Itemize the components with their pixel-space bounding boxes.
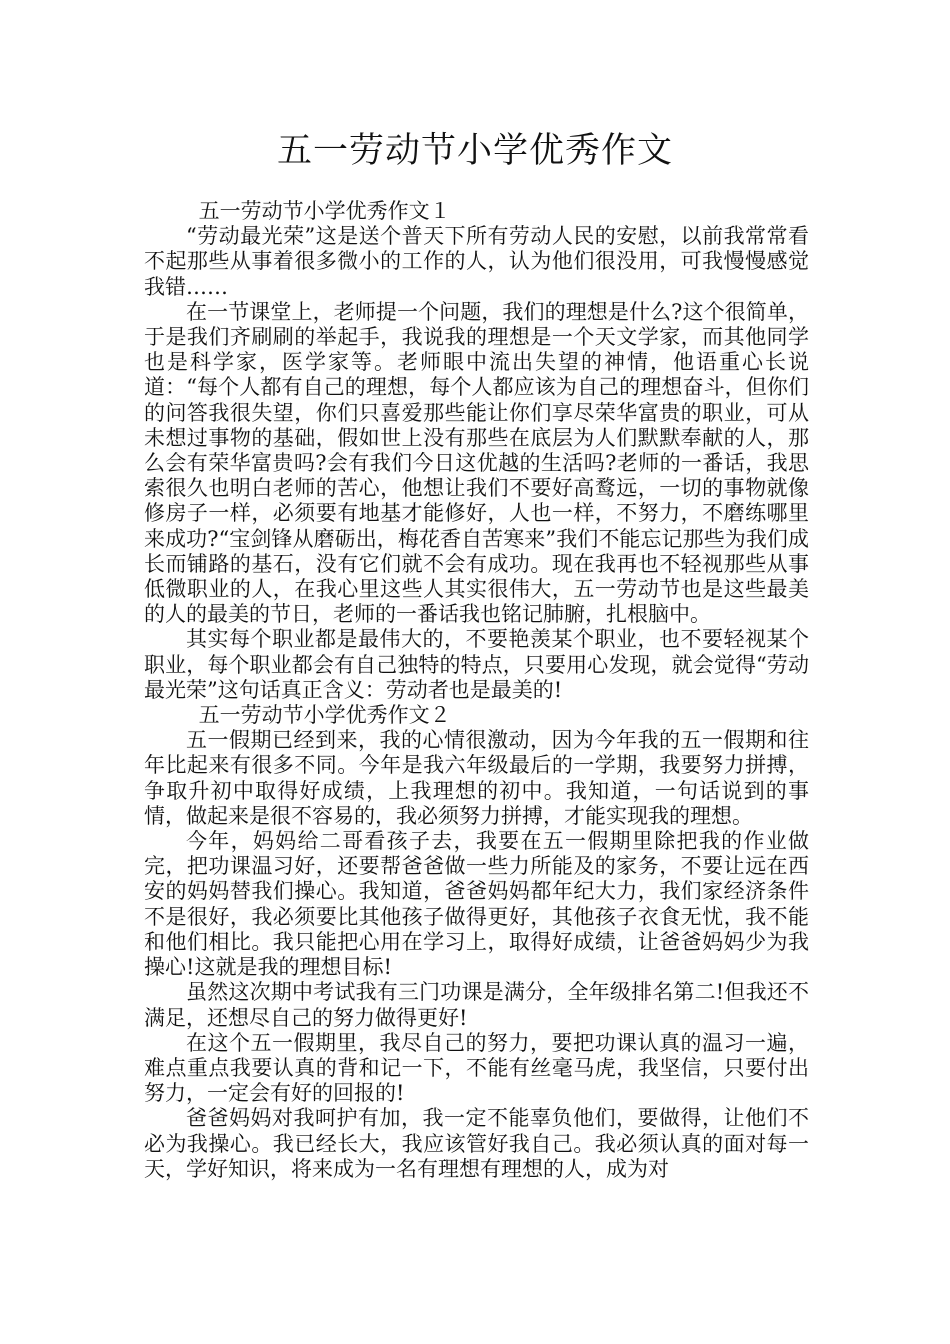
essay-1-paragraph-2: 在一节课堂上，老师提一个问题，我们的理想是什么?这个很简单，于是我们齐刷刷的举起手，我说我的理想是一个天文学家，而其他同学也是科学家，医学家等。老师眼中流出失望的神情，他语重心长说道：“每个人都有自己的理想，每个人都应该为自己的理想奋斗，但你们的问答我很失望，你们只喜爱那些能让你们享尽荣华富贵的职业，可从未想过事物的基础，假如世上没有那些在底层为人们默默奉献的人，那么会有荣华富贵吗?会有我们今日这优越的生活吗?老师的一番话，我思索很久也明白老师的苦心，他想让我们不要好高鹜远，一切的事物就像修房子一样，必须要有地基才能修好，人也一样，不努力，不磨练哪里来成功?“宝剑锋从磨砺出，梅花香自苦寒来”我们不能忘记那些为我们成长而铺路的基石，没有它们就不会有成功。现在我再也不轻视那些从事低微职业的人，在我心里这些人其实很伟大，五一劳动节也是这些最美的人的最美的节日，老师的一番话我也铭记肺腑，扎根脑中。 — [144, 299, 809, 627]
document-body — [144, 199, 809, 1182]
essay-2-paragraph-5: 爸爸妈妈对我呵护有加，我一定不能辜负他们，要做得，让他们不必为我操心。我已经长大，我应该管好我自己。我必须认真的面对每一天，学好知识，将来成为一名有理想有理想的人，成为对 — [144, 1106, 809, 1181]
essay-1-heading: 五一劳动节小学优秀作文１ — [198, 199, 451, 223]
essay-2-paragraph-2: 今年，妈妈给二哥看孩子去，我要在五一假期里除把我的作业做完，把功课温习好，还要帮爸爸做一些力所能及的家务，不要让远在西安的妈妈替我们操心。我知道，爸爸妈妈都年纪大力，我们家经济条件不是很好，我必须要比其他孩子做得更好，其他孩子衣食无忧，我不能和他们相比。我只能把心用在学习上，取得好成绩，让爸爸妈妈少为我操心!这就是我的理想目标! — [144, 829, 809, 980]
essay-2-paragraph-1: 五一假期已经到来，我的心情很激动，因为今年我的五一假期和往年比起来有很多不同。今年是我六年级最后的一学期，我要努力拼搏，争取升初中取得好成绩，上我理想的初中。我知道，一句话说到的事情，做起来是很不容易的，我必须努力拼搏，才能实现我的理想。 — [144, 728, 809, 828]
document-title: 五一劳动节小学优秀作文 — [276, 131, 673, 171]
essay-2-heading: 五一劳动节小学优秀作文２ — [198, 703, 451, 728]
essay-1-paragraph-1: “劳动最光荣”这是送个普天下所有劳动人民的安慰，以前我常常看不起那些从事着很多微小的工作的人，认为他们很没用，可我慢慢感觉我错…… — [144, 224, 809, 299]
essay-2-paragraph-4: 在这个五一假期里，我尽自己的努力，要把功课认真的温习一遍，难点重点我要认真的背和记一下，不能有丝毫马虎，我坚信，只要付出努力，一定会有好的回报的! — [144, 1030, 809, 1106]
essay-2-paragraph-3: 虽然这次期中考试我有三门功课是满分，全年级排名第二!但我还不满足，还想尽自己的努力做得更好! — [144, 980, 809, 1030]
essay-1-paragraph-3: 其实每个职业都是最伟大的，不要艳羡某个职业，也不要轻视某个职业，每个职业都会有自己独特的特点，只要用心发现，就会觉得“劳动最光荣”这句话真正含义：劳动者也是最美的! — [144, 627, 809, 702]
